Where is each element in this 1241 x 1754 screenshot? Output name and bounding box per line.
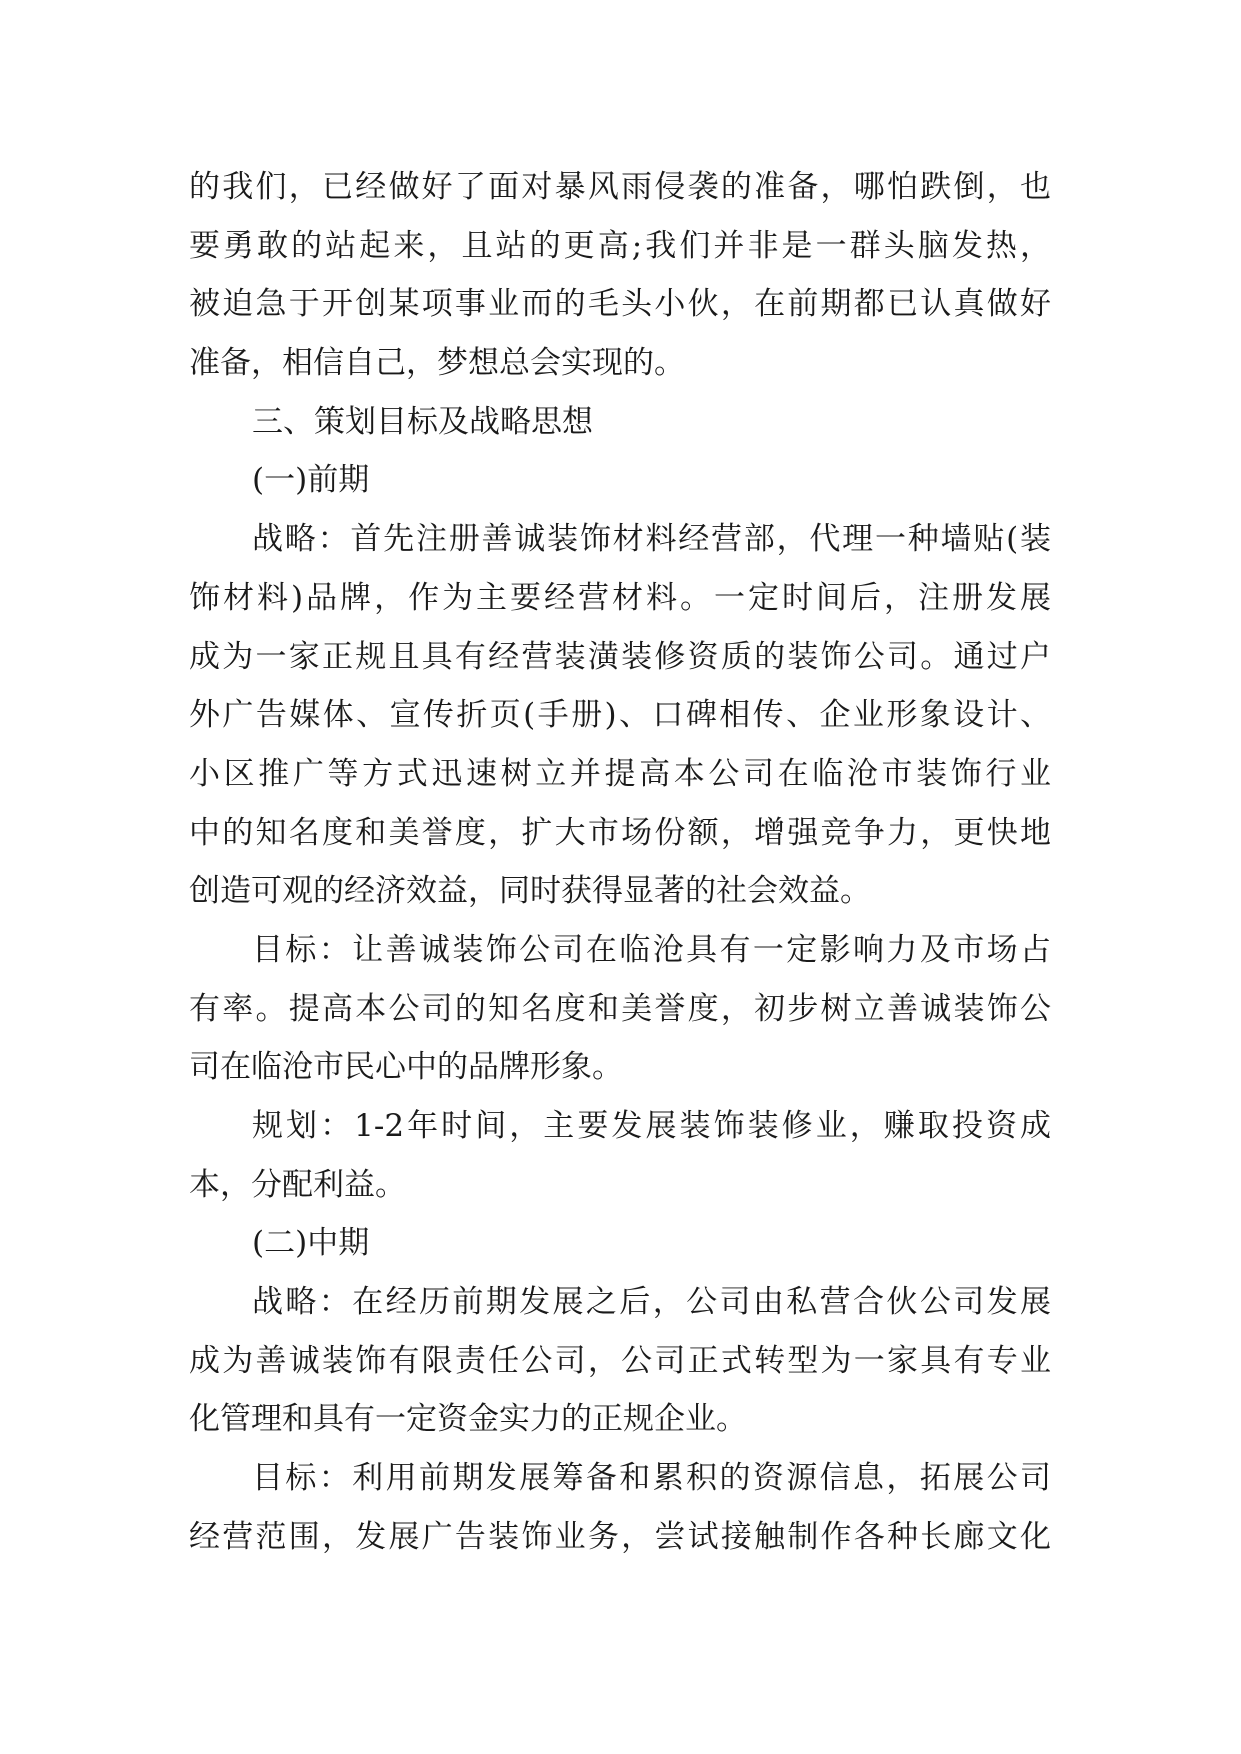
paragraph-line: 成为善诚装饰有限责任公司，公司正式转型为一家具有专业 bbox=[189, 1342, 1051, 1379]
paragraph-line: 有率。提高本公司的知名度和美誉度，初步树立善诚装饰公 bbox=[189, 990, 1051, 1027]
paragraph-line: 饰材料)品牌，作为主要经营材料。一定时间后，注册发展 bbox=[189, 579, 1051, 616]
paragraph-line: 中的知名度和美誉度，扩大市场份额，增强竞争力，更快地 bbox=[189, 814, 1051, 851]
paragraph-line: 成为一家正规且具有经营装潢装修资质的装饰公司。通过户 bbox=[189, 638, 1051, 675]
paragraph-line: 目标：让善诚装饰公司在临沧具有一定影响力及市场占 bbox=[252, 931, 1051, 968]
paragraph-line: 规划：1-2年时间，主要发展装饰装修业，赚取投资成 bbox=[252, 1108, 1051, 1144]
paragraph-line: 战略：在经历前期发展之后，公司由私营合伙公司发展 bbox=[252, 1284, 1051, 1321]
paragraph-line: 外广告媒体、宣传折页(手册)、口碑相传、企业形象设计、 bbox=[189, 697, 1051, 734]
paragraph-line: 的我们，已经做好了面对暴风雨侵袭的准备，哪怕跌倒，也 bbox=[189, 169, 1051, 205]
paragraph-line: 本，分配利益。 bbox=[189, 1166, 406, 1203]
document-body bbox=[189, 158, 1051, 1567]
paragraph-line: 目标：利用前期发展筹备和累积的资源信息，拓展公司 bbox=[252, 1460, 1051, 1497]
paragraph-line: 化管理和具有一定资金实力的正规企业。 bbox=[189, 1401, 747, 1438]
paragraph-line: 被迫急于开创某项事业而的毛头小伙，在前期都已认真做好 bbox=[189, 286, 1051, 323]
section-heading: 三、策划目标及战略思想 bbox=[252, 403, 593, 440]
paragraph-line: 要勇敢的站起来，且站的更高;我们并非是一群头脑发热， bbox=[189, 227, 1051, 264]
subsection-heading: (一)前期 bbox=[252, 462, 370, 499]
paragraph-line: 准备，相信自己，梦想总会实现的。 bbox=[189, 345, 685, 382]
subsection-heading: (二)中期 bbox=[252, 1225, 370, 1262]
paragraph-line: 创造可观的经济效益，同时获得显著的社会效益。 bbox=[189, 873, 871, 910]
paragraph-line: 经营范围，发展广告装饰业务，尝试接触制作各种长廊文化 bbox=[189, 1518, 1051, 1555]
paragraph-line: 战略：首先注册善诚装饰材料经营部，代理一种墙贴(装 bbox=[252, 521, 1051, 558]
paragraph-line: 司在临沧市民心中的品牌形象。 bbox=[189, 1049, 623, 1086]
paragraph-line: 小区推广等方式迅速树立并提高本公司在临沧市装饰行业 bbox=[189, 755, 1051, 792]
